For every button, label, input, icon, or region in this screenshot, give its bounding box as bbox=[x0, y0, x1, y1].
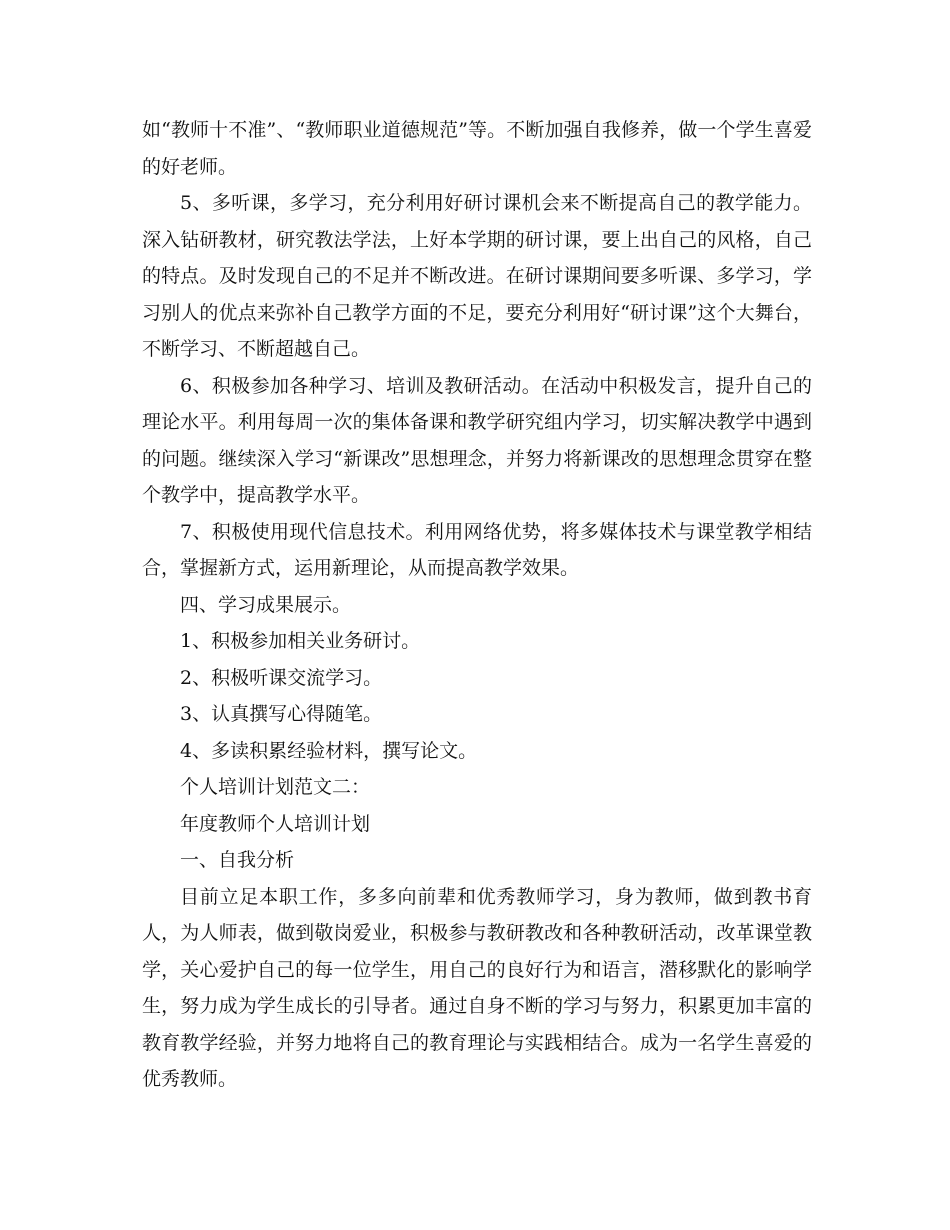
paragraph-continuation: 如“教师十不准”、“教师职业道德规范”等。不断加强自我修养，做一个学生喜爱的好老师。 bbox=[142, 119, 812, 178]
list-item-3: 3、认真撰写心得随笔。 bbox=[180, 703, 383, 725]
paragraph-item-5: 5、多听课，多学习，充分利用好研讨课机会来不断提高自己的教学能力。深入钻研教材，研究教法学法，上好本学期的研讨课，要上出自己的风格，自己的特点。及时发现自己的不足并不断改进。在研讨课期间要多听课、多学习，学习别人的优点来弥补自己教学方面的不足，要充分利用好“研讨课”这个大舞台，不断学习、不断超越自己。 bbox=[142, 192, 812, 360]
section-heading-4: 四、学习成果展示。 bbox=[180, 593, 352, 616]
plan-title: 年度教师个人培训计划 bbox=[180, 812, 371, 835]
paragraph-item-7: 7、积极使用现代信息技术。利用网络优势，将多媒体技术与课堂教学相结合，掌握新方式，运用新理论，从而提高教学效果。 bbox=[142, 520, 812, 579]
list-item-4: 4、多读积累经验材料，撰写论文。 bbox=[180, 739, 478, 762]
document-body bbox=[142, 112, 812, 1098]
section-heading-1: 一、自我分析 bbox=[180, 849, 295, 871]
sample-title: 个人培训计划范文二： bbox=[180, 776, 371, 798]
paragraph-item-6: 6、积极参加各种学习、培训及教研活动。在活动中积极发言，提升自己的理论水平。利用每周一次的集体备课和教学研究组内学习，切实解决教学中遇到的问题。继续深入学习“新课改”思想理念，并努力将新课改的思想理念贯穿在整个教学中，提高教学水平。 bbox=[142, 374, 812, 506]
paragraph-self-analysis: 目前立足本职工作，多多向前辈和优秀教师学习，身为教师，做到教书育人，为人师表，做到敬岗爱业，积极参与教研教改和各种教研活动，改革课堂教学，关心爱护自己的每一位学生，用自己的良好行为和语言，潜移默化的影响学生，努力成为学生成长的引导者。通过自身不断的学习与努力，积累更加丰富的教育教学经验，并努力地将自己的教育理论与实践相结合。成为一名学生喜爱的优秀教师。 bbox=[142, 885, 812, 1090]
list-item-2: 2、积极听课交流学习。 bbox=[180, 666, 383, 689]
list-item-1: 1、积极参加相关业务研讨。 bbox=[180, 630, 421, 652]
